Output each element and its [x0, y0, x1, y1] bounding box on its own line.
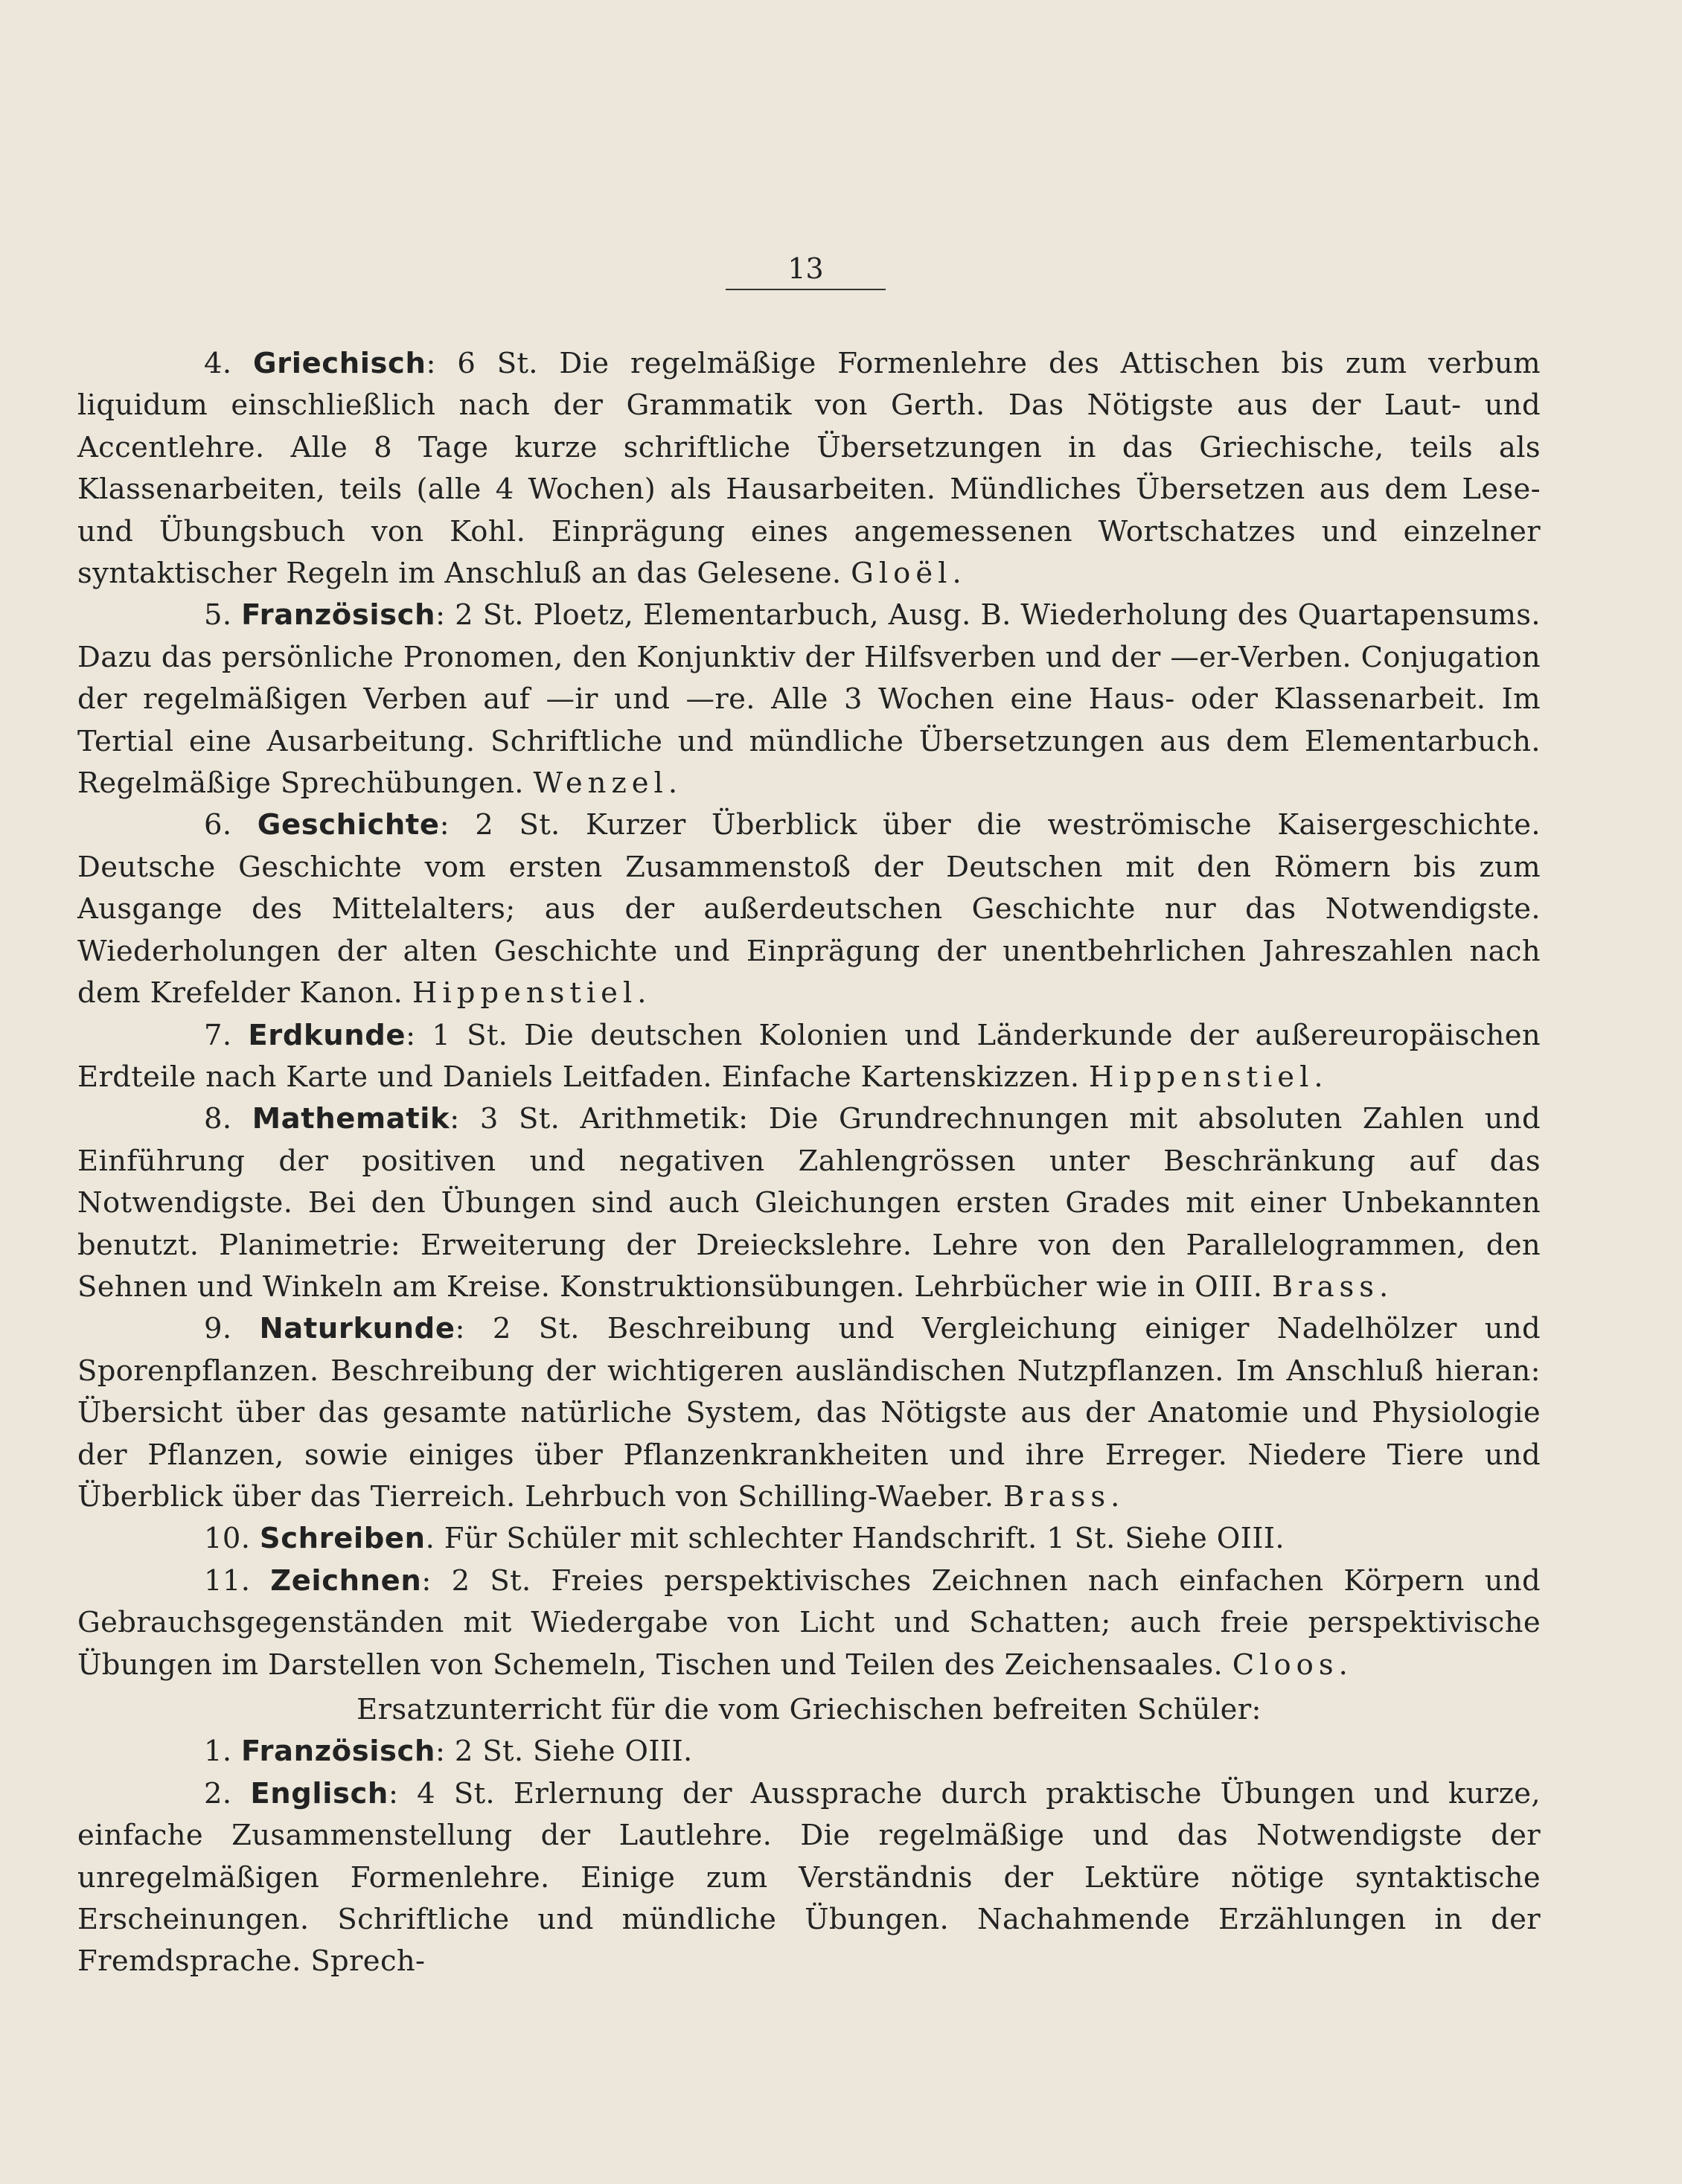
- subject-title: Französisch: [241, 598, 436, 633]
- teacher-name: Cloos.: [1232, 1647, 1353, 1682]
- section-text: 6 St. Die regelmäßige Formenlehre des Attischen bis zum verbum liquidum einschließlich nach der Grammatik von Gerth. Das Nötigste aus der Laut- und Accentlehre. Alle 8 Tage kurze schriftliche Übersetzungen in das Griechische, teils als Klassenarbeiten, teils (alle 4 Wochen) als Hausarbeiten. Mündliches Übersetzen aus dem Lese- und Übungsbuch von Kohl. Einprägung eines angemessenen Wortschatzes und einzelner syntaktischer Regeln im Anschluß an das Gelesene.: [77, 347, 1541, 591]
- ersatz-englisch: [77, 1773, 1541, 1983]
- section-text: 2 St. Kurzer Überblick über die weströmische Kaisergeschichte. Deutsche Geschichte vom ersten Zusammenstoß der Deutschen mit den Römern bis zum Ausgange des Mittelalters; aus der außerdeutschen Geschichte nur das Notwendigste. Wiederholungen der alten Geschichte und Einprägung der unentbehrlichen Jahreszahlen nach dem Krefelder Kanon.: [77, 808, 1541, 1011]
- section-text: 2 St. Freies perspektivisches Zeichnen nach einfachen Körpern und Gebrauchsgegenständen mit Wiedergabe von Licht und Schatten; auch freie perspektivische Übungen im Darstellen von Schemeln, Tischen und Teilen des Zeichensaales.: [77, 1563, 1541, 1682]
- subject-title: Griechisch: [252, 347, 426, 380]
- section-text: 2 St. Ploetz, Elementarbuch, Ausg. B. Wiederholung des Quartapensums. Dazu das persönliche Pronomen, den Konjunktiv der Hilfsverben und der —er-Verben. Conjugation der regelmäßigen Verben auf —ir und —re. Alle 3 Wochen eine Haus- oder Klassenarbeit. Im Tertial eine Ausarbeitung. Schriftliche und mündliche Übersetzungen aus dem Elementarbuch. Regelmäßige Sprechübungen.: [77, 598, 1541, 801]
- section-text: 1 St. Die deutschen Kolonien und Länderkunde der außereuropäischen Erdteile nach Karte und Daniels Leitfaden. Einfache Kartenskizzen.: [77, 1018, 1541, 1094]
- teacher-name: Hippenstiel.: [412, 976, 652, 1011]
- section-text: 4 St. Erlernung der Aussprache durch praktische Übungen und kurze, einfache Zusammenstellung der Lautlehre. Die regelmäßige und das Notwendigste der unregelmäßigen Formenlehre. Einige zum Verständnis der Lektüre nötige syntaktische Erscheinungen. Schriftliche und mündliche Übungen. Nachahmende Erzählungen in der Fremdsprache. Sprech-: [77, 1776, 1541, 1979]
- section-text: 2 St. Beschreibung und Vergleichung einiger Nadelhölzer und Sporenpflanzen. Beschreibung der wichtigeren ausländischen Nutzpflanzen. Im Anschluß hieran: Übersicht über das gesamte natürliche System, das Nötigste aus der Anatomie und Physiologie der Pflanzen, sowie einiges über Pflanzenkrankheiten und ihre Erreger. Niedere Tiere und Überblick über das Tierreich. Lehrbuch von Schilling-Waeber.: [77, 1312, 1541, 1514]
- section-number: 7.: [204, 1018, 232, 1052]
- section-geschichte: [77, 804, 1541, 1014]
- section-text: 2 St. Siehe OIII.: [445, 1735, 693, 1769]
- section-number: 11.: [204, 1563, 251, 1598]
- section-text: Für Schüler mit schlechter Handschrift. 1 St. Siehe OIII.: [435, 1522, 1285, 1556]
- subject-title: Französisch: [241, 1735, 435, 1769]
- subject-separator: :: [388, 1776, 399, 1810]
- section-number: 6.: [204, 808, 232, 842]
- subject-title: Zeichnen: [270, 1563, 422, 1598]
- page-number: 13: [787, 252, 824, 285]
- subject-separator: :: [426, 347, 436, 380]
- subject-title: Schreiben: [259, 1522, 426, 1556]
- subject-title: Englisch: [250, 1776, 388, 1810]
- ersatz-heading: Ersatzunterricht für die vom Griechischen befreiten Schüler:: [356, 1693, 1262, 1726]
- subject-separator: :: [439, 808, 450, 842]
- section-schreiben: [77, 1518, 1541, 1560]
- subject-title: Geschichte: [257, 808, 440, 842]
- subject-title: Mathematik: [252, 1102, 450, 1136]
- section-erdkunde: [77, 1015, 1541, 1099]
- teacher-name: Brass.: [1003, 1479, 1125, 1514]
- section-number: 9.: [204, 1312, 232, 1346]
- ersatz-franzoesisch: [77, 1731, 1541, 1773]
- section-naturkunde: [77, 1308, 1541, 1518]
- section-number: 10.: [204, 1522, 251, 1556]
- subject-separator: :: [421, 1563, 432, 1598]
- subject-separator: :: [455, 1312, 465, 1346]
- teacher-name: Brass.: [1271, 1269, 1394, 1304]
- page-number-rule: [726, 289, 886, 290]
- teacher-name: Gloël.: [851, 557, 967, 591]
- section-number: 5.: [204, 598, 232, 633]
- section-franzoesisch: [77, 595, 1541, 804]
- subject-title: Erdkunde: [248, 1018, 406, 1052]
- section-number: 4.: [204, 347, 232, 380]
- section-number: 2.: [204, 1776, 232, 1810]
- subject-separator: :: [435, 1735, 446, 1769]
- section-text: 3 St. Arithmetik: Die Grundrechnungen mit absoluten Zahlen und Einführung der positiven und negativen Zahlengrössen unter Beschränkung auf das Notwendigste. Bei den Übungen sind auch Gleichungen ersten Grades mit einer Unbekannten benutzt. Planimetrie: Erweiterung der Dreieckslehre. Lehre von den Parallelogrammen, den Sehnen und Winkeln am Kreise. Konstruktionsübungen. Lehrbücher wie in OIII.: [77, 1102, 1541, 1304]
- subject-title: Naturkunde: [259, 1312, 455, 1346]
- subject-separator: :: [435, 598, 446, 633]
- teacher-name: Hippenstiel.: [1089, 1060, 1328, 1094]
- section-zeichnen: [77, 1560, 1541, 1686]
- section-number: 8.: [204, 1102, 232, 1136]
- subject-separator: .: [425, 1522, 435, 1556]
- subject-separator: :: [406, 1018, 416, 1052]
- section-mathematik: [77, 1098, 1541, 1308]
- section-griechisch: [77, 343, 1541, 595]
- teacher-name: Wenzel.: [533, 766, 683, 801]
- document-body: [77, 339, 1541, 1983]
- section-number: 1.: [204, 1735, 232, 1769]
- subject-separator: :: [450, 1102, 460, 1136]
